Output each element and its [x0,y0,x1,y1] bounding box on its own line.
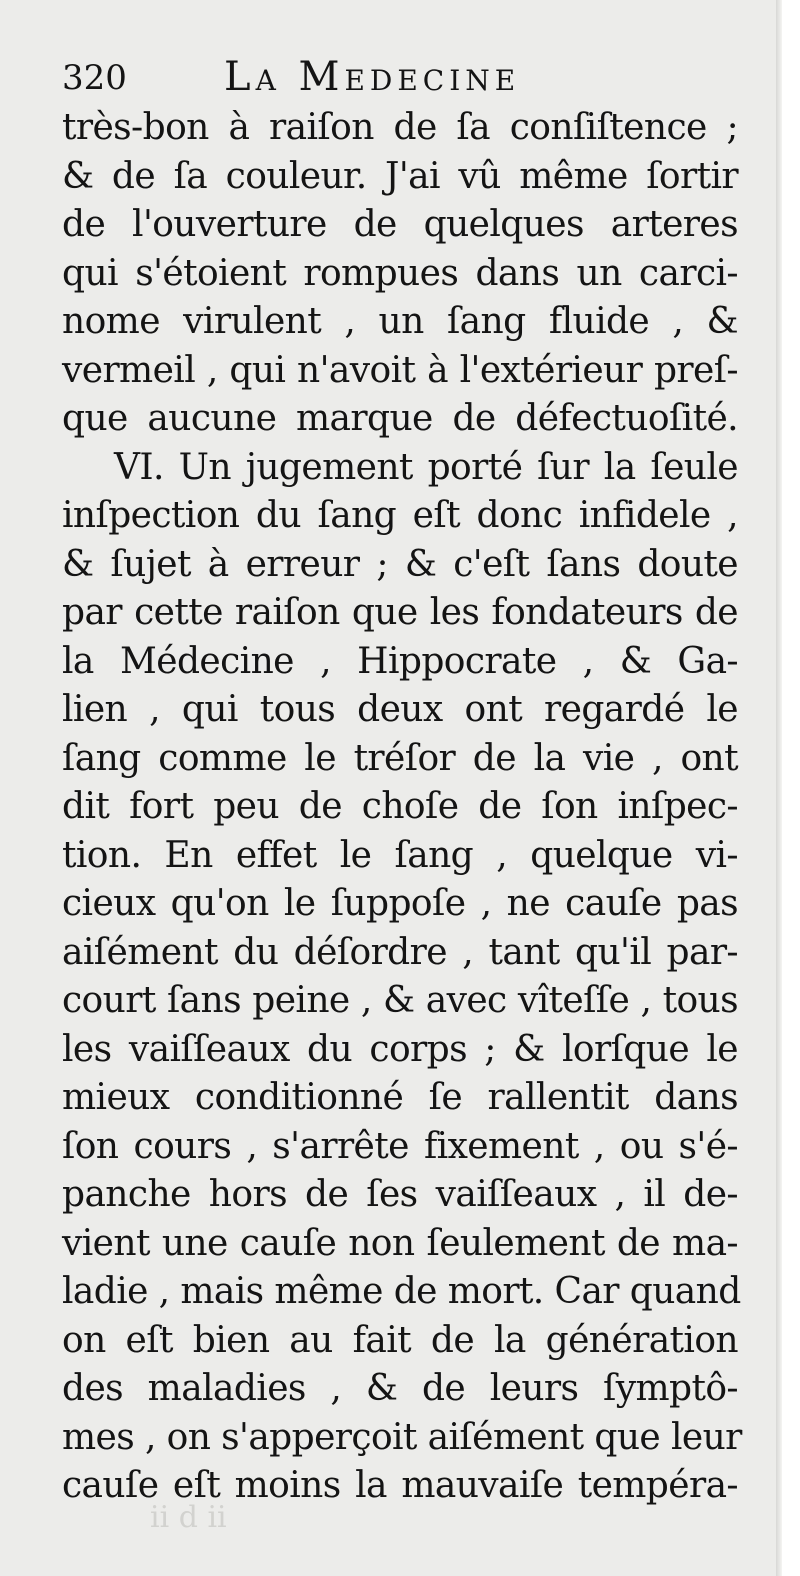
text-line: par cette raiſon que les fondateurs de [62,592,738,633]
text-line: mieux conditionné ſe rallentit dans [62,1077,738,1118]
text-line: vermeil , qui n'avoit à l'extérieur preſ- [62,349,738,391]
text-body [62,104,742,1511]
text-line: la Médecine , Hippocrate , & Ga- [62,640,738,682]
text-line: court ſans peine , & avec vîteſſe , tous [62,980,738,1021]
bleed-through-text: ii d ii [150,1500,227,1535]
text-line: panche hors de ſes vaiſſeaux , il de- [62,1174,738,1215]
text-line: les vaiſſeaux du corps ; & lorſque le [62,1028,738,1070]
text-line: ſon cours , s'arrête fixement , ou s'é- [62,1125,738,1167]
text-line: qui s'étoient rompues dans un carci- [62,252,738,294]
page-edge [782,0,800,1576]
text-line: de l'ouverture de quelques arteres [62,204,738,245]
text-line: lien , qui tous deux ont regardé le [62,689,738,730]
text-line: ſang comme le tréſor de la vie , ont [62,737,738,779]
text-line: ladie , mais même de mort. Car quand [62,1271,741,1312]
text-line: cieux qu'on le ſuppoſe , ne cauſe pas [62,883,738,924]
paragraph-start-line: VI. Un jugement porté ſur la ſeule [114,446,738,488]
text-line: dit fort peu de choſe de ſon inſpec- [62,786,738,827]
text-line: des maladies , & de leurs ſymptô- [62,1368,738,1409]
running-title: La Medecine [224,54,521,100]
text-line: inſpection du ſang eſt donc infidele , [62,495,738,536]
text-line: & ſujet à erreur ; & c'eſt ſans doute [62,543,738,585]
text-line: mes , on s'apperçoit aiſément que leur [62,1416,742,1458]
text-line: cauſe eſt moins la mauvaiſe tempéra- [62,1465,738,1506]
text-line: très-bon à raiſon de ſa conſiſtence ; [62,107,738,148]
text-line: tion. En effet le ſang , quelque vi- [62,834,738,876]
page-header [62,52,742,106]
page-number: 320 [62,58,127,98]
text-line: & de ſa couleur. J'ai vû même ſortir [62,155,738,197]
text-line: nome virulent , un ſang fluide , & [62,301,738,342]
text-line: aiſément du déſordre , tant qu'il par- [62,931,738,973]
text-line: on eſt bien au fait de la génération [62,1319,738,1361]
text-line: vient une cauſe non ſeulement de ma- [62,1222,738,1264]
text-line: que aucune marque de défectuoſité. [62,398,738,439]
